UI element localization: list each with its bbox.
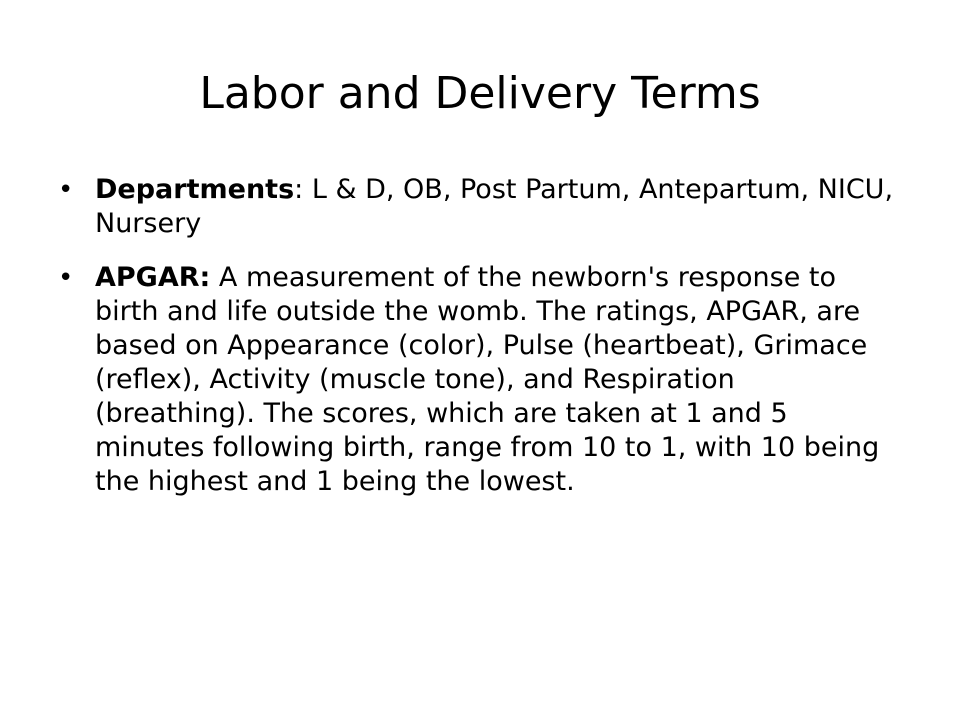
bullet-list [58, 173, 903, 519]
bullet-term: Departments [95, 174, 295, 205]
slide-title: Labor and Delivery Terms [199, 68, 761, 119]
bullet-item-apgar [58, 261, 903, 499]
bullet-dot-icon: • [58, 263, 74, 293]
bullet-dot-icon: • [58, 175, 74, 205]
bullet-text: L & D, OB, Post Partum, Antepartum, NICU, Nursery [95, 174, 894, 239]
bullet-term: APGAR: [95, 262, 211, 293]
bullet-text: A measurement of the newborn's response to birth and life outside the womb. The ratings, APGAR, are based on Appearance (color), Pulse (heartbeat), Grimace (reflex), Activity (muscle tone), and Respiration (breathing). The scores, which are taken at 1 and 5 minutes following birth, range from 10 to 1, with 10 being the highest and 1 being the lowest. [95, 262, 880, 497]
bullet-item-departments [58, 173, 903, 241]
bullet-separator: : [294, 174, 304, 205]
